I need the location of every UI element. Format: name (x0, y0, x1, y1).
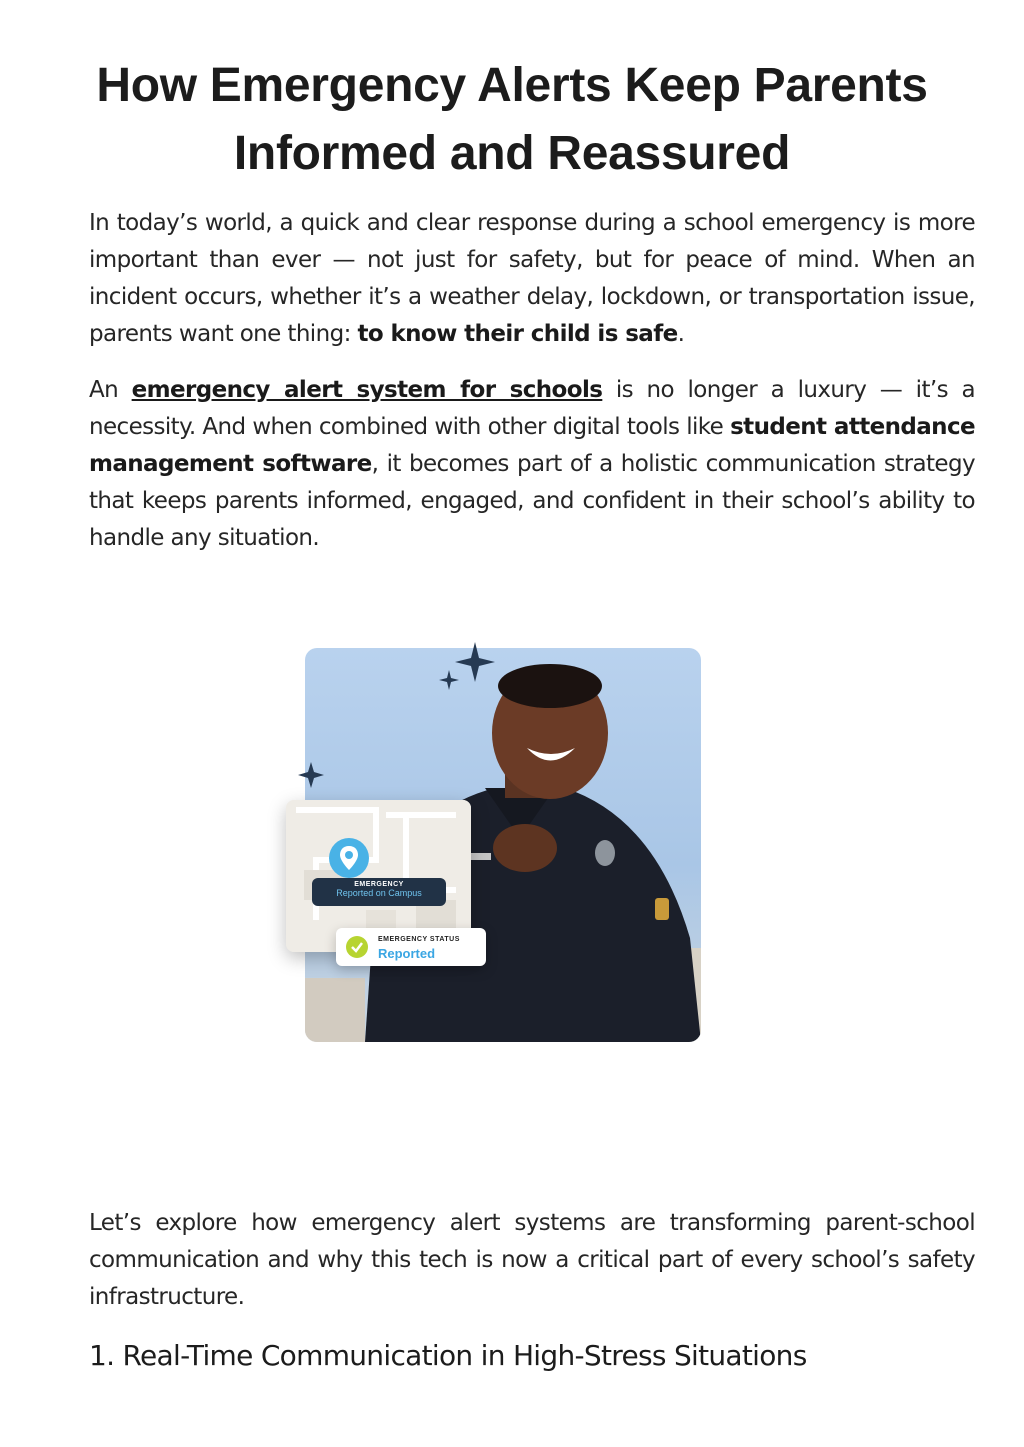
sparkle-small-icon (298, 762, 324, 788)
title-line-1: How Emergency Alerts Keep Parents (96, 59, 928, 112)
p2-end: , it becomes part of a holistic communication strategy that keeps parents informed, engaged, and confident in their school’s ability to handle any situation. (89, 451, 975, 551)
sparkle-icon (439, 640, 497, 698)
status-value: Reported (378, 946, 436, 961)
section-heading: 1. Real-Time Communication in High-Stress Situations (89, 1339, 807, 1372)
explore-paragraph: Let’s explore how emergency alert systems are transforming parent-school communication and why this tech is now a critical part of every school’s safety infrastructure. (89, 1210, 975, 1310)
page-title (60, 52, 964, 188)
intro-paragraph (89, 205, 975, 353)
emergency-alert-link[interactable]: emergency alert system for schools (131, 377, 603, 403)
alert-system-paragraph (89, 372, 975, 557)
alert-text: Reported on Campus (336, 888, 422, 898)
officer-illustration (284, 640, 724, 1050)
check-icon (346, 936, 368, 958)
intro-text: In today’s world, a quick and clear response during a school emergency is more important than ever — not just for safety, but for peace of mind. When an incident occurs, whether it’s a weather delay, lockdown, or transportation issue, parents want one thing: (89, 210, 975, 347)
p2-lead: An (89, 377, 132, 403)
map-pin-icon (329, 838, 369, 878)
intro-end: . (677, 321, 685, 347)
status-label: EMERGENCY STATUS (378, 936, 460, 943)
emergency-status-card (336, 928, 486, 966)
emergency-alert-pill (312, 878, 446, 906)
p2-mid: is no longer a luxury — it’s a necessity. And when combined with other digital tools like (89, 377, 975, 440)
p2-bold: student attendance management software (89, 414, 975, 477)
title-line-2: Informed and Reassured (233, 127, 791, 180)
alert-label: EMERGENCY (354, 881, 404, 888)
intro-bold: to know their child is safe (357, 321, 678, 347)
